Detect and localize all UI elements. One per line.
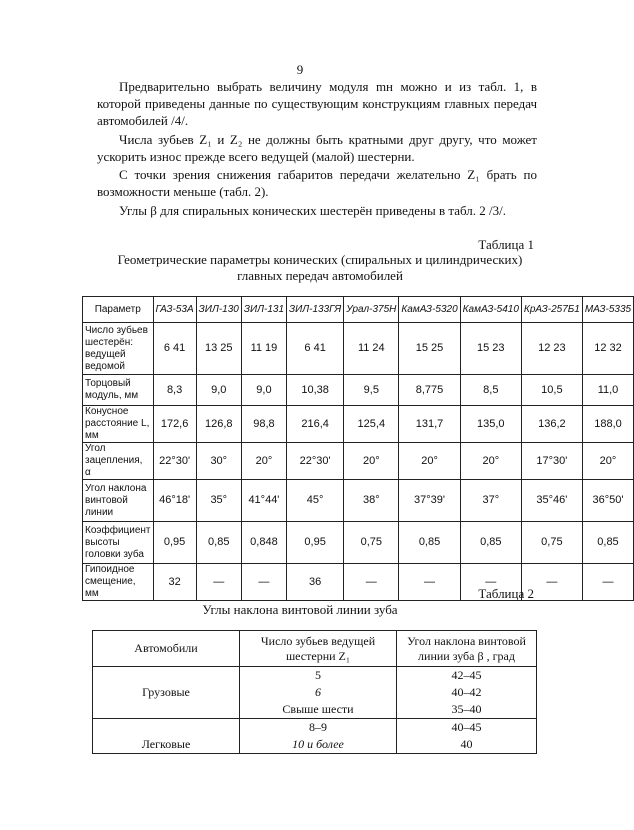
table1-value-cell: 20° — [344, 443, 399, 480]
table1-value-cell: 9,0 — [196, 375, 241, 406]
table1-value-cell: 22°30' — [287, 443, 344, 480]
table2-angle-cell: 40 — [397, 736, 537, 754]
paragraph-dimensions: С точки зрения снижения габаритов передачи желательно Z₁ брать по возможности меньше (табл. 2). — [97, 167, 537, 199]
table1-value-cell: 32 — [153, 564, 196, 601]
table1-header-cell: ГАЗ-53А — [153, 297, 196, 323]
table1-value-cell: 11,0 — [582, 375, 633, 406]
table2-header-vehicles: Автомобили — [93, 631, 240, 667]
table1-value-cell: — — [460, 564, 521, 601]
table1-value-cell: — — [344, 564, 399, 601]
table2-teeth-cell: Свыше шести — [240, 701, 397, 719]
table2-header-angle: Угол наклона винтовой линии зуба β , град — [397, 631, 537, 667]
table2-row — [93, 736, 537, 754]
table1-header-row — [83, 297, 634, 323]
table1-value-cell: 9,0 — [241, 375, 286, 406]
table1-value-cell: 6 41 — [287, 323, 344, 375]
table2 — [92, 630, 537, 754]
table2-title: Углы наклона винтовой линии зуба — [202, 602, 398, 617]
table2-angle-cell: 42–45 — [397, 667, 537, 685]
table1-value-cell: 41°44' — [241, 480, 286, 522]
table1-value-cell: 0,85 — [196, 522, 241, 564]
table1-header-cell: ЗИЛ-131 — [241, 297, 286, 323]
table1-row — [83, 522, 634, 564]
table1-value-cell: 0,85 — [399, 522, 460, 564]
table1-param-cell: Конусное расстояние L, мм — [83, 406, 154, 443]
table2-angle-cell: 40–42 — [397, 684, 537, 701]
page-number: 9 — [296, 62, 304, 77]
table1-value-cell: 38° — [344, 480, 399, 522]
table1-value-cell: 8,5 — [460, 375, 521, 406]
table1-value-cell: 0,85 — [460, 522, 521, 564]
table1-header-cell: КамАЗ-5320 — [399, 297, 460, 323]
table1-value-cell: 10,5 — [521, 375, 582, 406]
table2-teeth-cell: 10 и более — [240, 736, 397, 754]
table2-teeth-cell: 5 — [240, 667, 397, 685]
table1-header-cell: КамАЗ-5410 — [460, 297, 521, 323]
table1-row — [83, 406, 634, 443]
table1-header-cell: КрАЗ-257Б1 — [521, 297, 582, 323]
table1-value-cell: 35° — [196, 480, 241, 522]
table2-teeth-cell: 6 — [240, 684, 397, 701]
table1-value-cell: 136,2 — [521, 406, 582, 443]
table2-angle-cell: 35–40 — [397, 701, 537, 719]
table2-row — [93, 701, 537, 719]
table1-value-cell: 12 32 — [582, 323, 633, 375]
table1-value-cell: 46°18' — [153, 480, 196, 522]
table1-row — [83, 564, 634, 601]
table1-value-cell: 0,95 — [153, 522, 196, 564]
table2-header-teeth: Число зубьев ведущей шестерни Z₁ — [240, 631, 397, 667]
table1-value-cell: 0,75 — [344, 522, 399, 564]
table1-param-cell: Торцовый модуль, мм — [83, 375, 154, 406]
table1-header-cell: ЗИЛ-130 — [196, 297, 241, 323]
table1-param-cell: Число зубьев шестерён: ведущей ведомой — [83, 323, 154, 375]
table1-value-cell: 37°39' — [399, 480, 460, 522]
table1-value-cell: 135,0 — [460, 406, 521, 443]
table1-value-cell: — — [241, 564, 286, 601]
table1-value-cell: 20° — [460, 443, 521, 480]
table1-value-cell: 8,3 — [153, 375, 196, 406]
table1-value-cell: 22°30' — [153, 443, 196, 480]
table1-value-cell: 0,75 — [521, 522, 582, 564]
table1-value-cell: 12 23 — [521, 323, 582, 375]
table2-vehicle-cell: Грузовые — [93, 684, 240, 701]
table1-value-cell: 17°30' — [521, 443, 582, 480]
table1-header-cell: ЗИЛ-133ГЯ — [287, 297, 344, 323]
table1-label: Таблица 1 — [478, 237, 534, 252]
table1-value-cell: 188,0 — [582, 406, 633, 443]
table2-row — [93, 719, 537, 737]
table1-value-cell: 6 41 — [153, 323, 196, 375]
paragraph-angles: Углы β для спиральных конических шестерён приведены в табл. 2 /3/. — [119, 203, 507, 218]
table1-value-cell: 15 25 — [399, 323, 460, 375]
table1-value-cell: 30° — [196, 443, 241, 480]
table1-param-cell: Угол наклона винтовой линии — [83, 480, 154, 522]
table1-value-cell: 20° — [399, 443, 460, 480]
table1-value-cell: 11 24 — [344, 323, 399, 375]
table1-value-cell: — — [521, 564, 582, 601]
table1-header-cell: Параметр — [83, 297, 154, 323]
table1-value-cell: 11 19 — [241, 323, 286, 375]
table1-value-cell: 126,8 — [196, 406, 241, 443]
table1-row — [83, 323, 634, 375]
table1-value-cell: 0,85 — [582, 522, 633, 564]
table1-value-cell: 9,5 — [344, 375, 399, 406]
table2-vehicle-cell — [93, 667, 240, 685]
table1-value-cell: 20° — [241, 443, 286, 480]
table1-value-cell: — — [399, 564, 460, 601]
table2-teeth-cell: 8–9 — [240, 719, 397, 737]
table1-param-cell: Гипоидное смещение, мм — [83, 564, 154, 601]
table1-row — [83, 480, 634, 522]
table2-row — [93, 684, 537, 701]
table2-row — [93, 667, 537, 685]
table2-label: Таблица 2 — [478, 586, 534, 601]
table2-header-row — [93, 631, 537, 667]
table1 — [82, 296, 634, 601]
table1-value-cell: 36 — [287, 564, 344, 601]
table1-value-cell: 8,775 — [399, 375, 460, 406]
table1-value-cell: 45° — [287, 480, 344, 522]
table1-value-cell: 20° — [582, 443, 633, 480]
paragraph-teeth-numbers: Числа зубьев Z₁ и Z₂ не должны быть кратными друг другу, что может ускорить износ прежде всего ведущей (малой) шестерни. — [97, 132, 537, 164]
table1-value-cell: 216,4 — [287, 406, 344, 443]
table1-row — [83, 443, 634, 480]
table1-value-cell: 36°50' — [582, 480, 633, 522]
table1-value-cell: 0,848 — [241, 522, 286, 564]
table1-value-cell: 37° — [460, 480, 521, 522]
table1-title: Геометрические параметры конических (спиральных и цилиндрических) главных передач автомобилей — [117, 252, 523, 283]
table1-header-cell: Урал-375Н — [344, 297, 399, 323]
table1-header-cell: МАЗ-5335 — [582, 297, 633, 323]
table1-value-cell: 125,4 — [344, 406, 399, 443]
table1-param-cell: Коэффициент высоты головки зуба — [83, 522, 154, 564]
table1-value-cell: 10,38 — [287, 375, 344, 406]
table1-value-cell: 13 25 — [196, 323, 241, 375]
table2-angle-cell: 40–45 — [397, 719, 537, 737]
table1-value-cell: 0,95 — [287, 522, 344, 564]
table1-value-cell: — — [582, 564, 633, 601]
table1-param-cell: Угол зацепления, α — [83, 443, 154, 480]
table2-vehicle-cell: Легковые — [93, 736, 240, 754]
table1-value-cell: 98,8 — [241, 406, 286, 443]
table1-value-cell: 15 23 — [460, 323, 521, 375]
table1-value-cell: 131,7 — [399, 406, 460, 443]
table1-value-cell: 172,6 — [153, 406, 196, 443]
table2-vehicle-cell — [93, 701, 240, 719]
paragraph-module: Предварительно выбрать величину модуля mн можно и из табл. 1, в которой приведены данные по существующим конструкциям главных передач автомобилей /4/. — [97, 79, 537, 128]
table2-vehicle-cell — [93, 719, 240, 737]
table1-value-cell: — — [196, 564, 241, 601]
table1-row — [83, 375, 634, 406]
table1-value-cell: 35°46' — [521, 480, 582, 522]
